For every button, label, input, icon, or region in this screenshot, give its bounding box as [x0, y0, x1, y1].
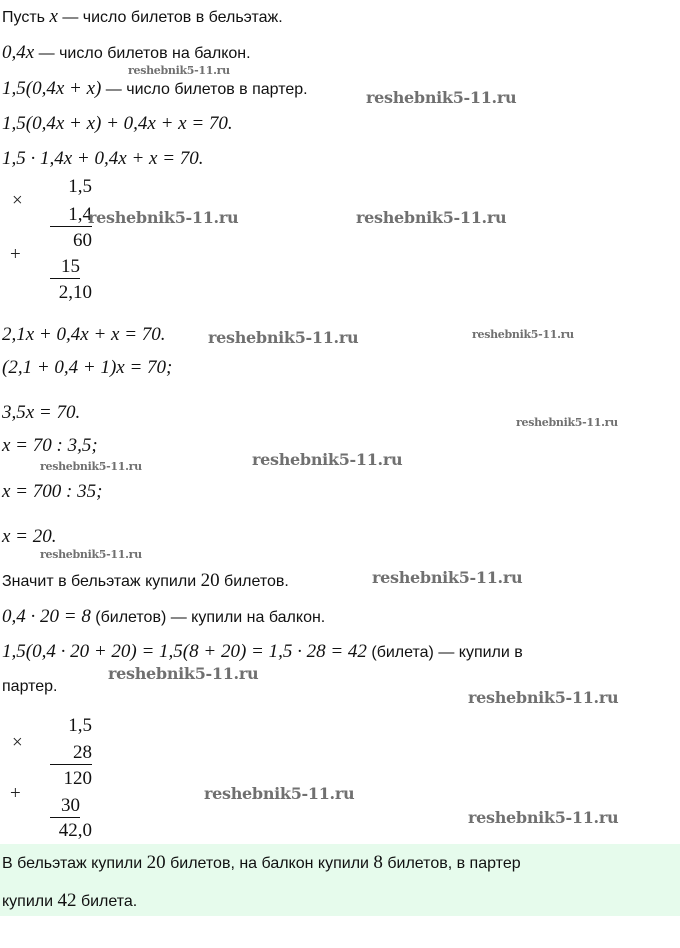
- watermark: reshebnik5-11.ru: [208, 328, 359, 347]
- text-line-2: 0,4x — число билетов на балкон.: [2, 42, 251, 63]
- plus-sign: +: [10, 783, 21, 804]
- partial-product-2: 30: [50, 795, 80, 818]
- text-line-12: Значит в бельэтаж купили 20 билетов.: [2, 570, 289, 591]
- equation-line-10: x = 700 : 35;: [2, 481, 103, 502]
- watermark: reshebnik5-11.ru: [366, 88, 517, 107]
- factor-a: 1,5: [68, 176, 92, 197]
- factor-b: 28: [50, 742, 92, 765]
- watermark: reshebnik5-11.ru: [40, 548, 142, 561]
- math-x: x: [49, 6, 58, 27]
- factor-b: 1,4: [50, 204, 92, 227]
- equation-line-7: (2,1 + 0,4 + 1)x = 70;: [2, 357, 173, 378]
- watermark: reshebnik5-11.ru: [252, 450, 403, 469]
- factor-a: 1,5: [68, 715, 92, 736]
- answer-line-2: купили 42 билета.: [2, 890, 138, 911]
- partial-product-1: 60: [73, 230, 92, 251]
- equation-line-5: 1,5 · 1,4x + 0,4x + x = 70.: [2, 148, 204, 169]
- watermark: reshebnik5-11.ru: [204, 784, 355, 803]
- text-line-13: 0,4 · 20 = 8 (билетов) — купили на балкон.: [2, 606, 326, 627]
- times-sign: ×: [12, 732, 23, 753]
- equation-line-11: x = 20.: [2, 526, 57, 547]
- partial-product-2: 15: [50, 256, 80, 279]
- watermark: reshebnik5-11.ru: [88, 208, 239, 227]
- product-result: 42,0: [58, 820, 92, 841]
- equation-line-9: x = 70 : 3,5;: [2, 435, 98, 456]
- answer-line-1: В бельэтаж купили 20 билетов, на балкон купили 8 билетов, в партер: [2, 852, 521, 873]
- watermark: reshebnik5-11.ru: [472, 328, 574, 341]
- text-line-1: Пусть x — число билетов в бельэтаж.: [2, 6, 283, 27]
- watermark: reshebnik5-11.ru: [128, 64, 230, 77]
- equation-line-4: 1,5(0,4x + x) + 0,4x + x = 70.: [2, 113, 233, 134]
- answer-box: [0, 844, 680, 916]
- watermark: reshebnik5-11.ru: [372, 568, 523, 587]
- watermark: reshebnik5-11.ru: [468, 808, 619, 827]
- equation-line-6: 2,1x + 0,4x + x = 70.: [2, 324, 166, 345]
- watermark: reshebnik5-11.ru: [40, 460, 142, 473]
- watermark: reshebnik5-11.ru: [516, 416, 618, 429]
- equation-line-8: 3,5x = 70.: [2, 402, 81, 423]
- text-line-14: 1,5(0,4 · 20 + 20) = 1,5(8 + 20) = 1,5 · 28 = 42 (билета) — купили в: [2, 641, 523, 662]
- watermark: reshebnik5-11.ru: [356, 208, 507, 227]
- text-line-15: партер.: [2, 678, 58, 695]
- text-line-3: 1,5(0,4x + x) — число билетов в партер.: [2, 78, 308, 99]
- partial-product-1: 120: [63, 768, 92, 789]
- times-sign: ×: [12, 190, 23, 211]
- product-result: 2,10: [58, 282, 92, 303]
- watermark: reshebnik5-11.ru: [108, 664, 259, 683]
- watermark: reshebnik5-11.ru: [468, 688, 619, 707]
- plus-sign: +: [10, 244, 21, 265]
